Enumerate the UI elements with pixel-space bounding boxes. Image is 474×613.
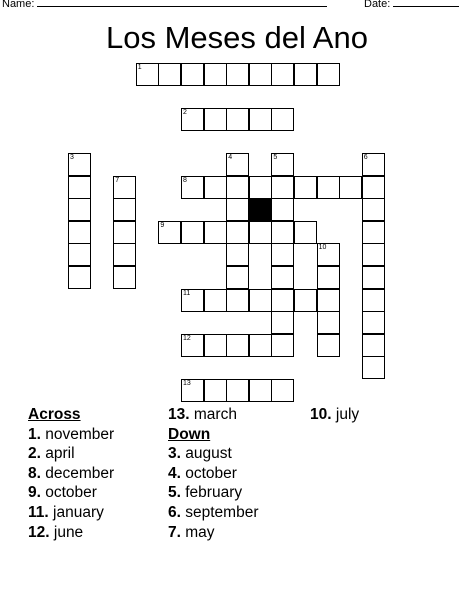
grid-cell[interactable]	[249, 334, 272, 357]
grid-cell[interactable]	[113, 198, 136, 221]
clue-text: february	[185, 484, 243, 502]
grid-cell[interactable]	[294, 63, 317, 86]
grid-cell[interactable]	[226, 379, 249, 402]
clue-number-label: 8	[183, 176, 187, 184]
grid-cell[interactable]	[317, 311, 340, 334]
grid-cell[interactable]	[362, 356, 385, 379]
grid-cell[interactable]	[339, 176, 362, 199]
grid-cell[interactable]	[226, 198, 249, 221]
clue-down-4	[168, 464, 258, 484]
grid-cell[interactable]	[204, 221, 227, 244]
clue-text: april	[45, 445, 75, 463]
grid-cell[interactable]	[362, 243, 385, 266]
clue-number: 3.	[168, 445, 181, 463]
date-label: Date:	[364, 0, 391, 10]
clue-number-label: 11	[183, 289, 191, 297]
clue-down-7	[168, 523, 258, 543]
clue-down-6	[168, 503, 258, 523]
grid-cell[interactable]	[113, 266, 136, 289]
clues-column-3	[310, 405, 359, 425]
grid-cell[interactable]	[271, 243, 294, 266]
grid-cell[interactable]	[113, 221, 136, 244]
grid-cell[interactable]	[362, 266, 385, 289]
page-title: Los Meses del Ano	[106, 20, 368, 55]
clue-across-9	[28, 483, 114, 503]
clue-text: june	[53, 523, 84, 541]
down-heading: Down	[168, 425, 211, 443]
grid-cell[interactable]	[204, 379, 227, 402]
grid-cell[interactable]	[271, 198, 294, 221]
clue-number-label: 1	[137, 63, 142, 71]
grid-cell[interactable]	[294, 289, 317, 312]
grid-cell[interactable]	[271, 311, 294, 334]
grid-cell[interactable]	[226, 289, 249, 312]
grid-cell[interactable]	[204, 108, 227, 131]
clue-text: december	[45, 464, 115, 482]
clue-number-label: 2	[183, 108, 187, 116]
grid-cell[interactable]	[204, 289, 227, 312]
grid-cell[interactable]	[68, 198, 91, 221]
name-label: Name:	[2, 0, 35, 10]
clue-number: 1.	[28, 425, 41, 443]
grid-cell[interactable]	[271, 221, 294, 244]
clue-text: july	[335, 406, 360, 423]
grid-cell[interactable]	[271, 176, 294, 199]
grid-cell[interactable]	[271, 266, 294, 289]
grid-cell[interactable]	[204, 334, 227, 357]
grid-cell[interactable]	[271, 289, 294, 312]
grid-cell[interactable]	[226, 108, 249, 131]
grid-cell[interactable]	[204, 63, 227, 86]
clues-column-1	[28, 405, 114, 542]
clue-text: august	[185, 445, 232, 463]
grid-cell[interactable]	[362, 221, 385, 244]
clue-text: november	[45, 425, 115, 443]
grid-cell[interactable]	[362, 198, 385, 221]
clue-number: 9.	[28, 484, 41, 502]
clue-across-2	[28, 444, 114, 464]
clue-number: 6.	[168, 503, 181, 521]
clue-number-label: 7	[115, 176, 120, 184]
grid-cell[interactable]	[226, 221, 249, 244]
clue-number: 8.	[28, 464, 41, 482]
clue-across-1	[28, 425, 114, 445]
clue-number-label: 5	[273, 154, 278, 161]
grid-cell[interactable]	[317, 63, 340, 86]
clue-number-label: 10	[318, 244, 327, 252]
clue-number-label: 12	[183, 334, 191, 342]
clue-number: 4.	[168, 464, 181, 482]
clue-down-5	[168, 483, 258, 503]
grid-cell[interactable]	[226, 176, 249, 199]
clue-number-label: 4	[228, 154, 233, 161]
grid-cell[interactable]	[249, 221, 272, 244]
grid-cell[interactable]	[249, 63, 272, 86]
grid-cell[interactable]	[362, 289, 385, 312]
grid-cell[interactable]	[204, 176, 227, 199]
clue-number: 12.	[28, 523, 50, 541]
grid-cell[interactable]	[271, 379, 294, 402]
grid-cell[interactable]	[362, 311, 385, 334]
grid-cell[interactable]	[362, 334, 385, 357]
grid-cell[interactable]	[317, 176, 340, 199]
grid-cell[interactable]	[362, 176, 385, 199]
clues-column-2	[168, 405, 258, 542]
clue-number: 2.	[28, 445, 41, 463]
grid-cell[interactable]	[68, 266, 91, 289]
clue-text: october	[185, 464, 237, 482]
grid-cell[interactable]	[317, 266, 340, 289]
clue-number: 5.	[168, 484, 181, 502]
grid-cell[interactable]	[226, 334, 249, 357]
grid-cell[interactable]	[113, 243, 136, 266]
grid-cell[interactable]	[294, 221, 317, 244]
grid-cell[interactable]	[317, 334, 340, 357]
clue-number: 7.	[168, 523, 181, 541]
clue-number-label: 3	[70, 154, 74, 161]
clue-across-8	[28, 464, 114, 484]
grid-cell[interactable]	[226, 266, 249, 289]
grid-cell[interactable]	[181, 221, 204, 244]
grid-cell[interactable]	[158, 63, 181, 86]
clue-text: may	[185, 523, 215, 541]
grid-cell[interactable]	[226, 63, 249, 86]
grid-cell[interactable]	[271, 334, 294, 357]
grid-cell[interactable]	[249, 289, 272, 312]
clue-number: 10.	[310, 406, 332, 423]
clue-down-10	[310, 405, 359, 425]
grid-cell[interactable]	[249, 379, 272, 402]
clue-across-12	[28, 523, 114, 543]
grid-cell[interactable]	[271, 63, 294, 86]
grid-cell[interactable]	[181, 63, 204, 86]
clue-down-3	[168, 444, 258, 464]
grid-cell[interactable]	[226, 243, 249, 266]
clue-number-label: 13	[183, 380, 191, 387]
clue-text: october	[45, 484, 97, 502]
clue-across-13	[168, 405, 258, 425]
clue-number: 11.	[28, 503, 49, 521]
clue-number-label: 9	[160, 221, 165, 229]
grid-cell[interactable]	[271, 108, 294, 131]
grid-cell[interactable]	[68, 243, 91, 266]
clue-number-label: 6	[363, 154, 368, 161]
grid-cell[interactable]	[317, 289, 340, 312]
clue-number: 13.	[168, 406, 190, 423]
grid-cell[interactable]	[249, 108, 272, 131]
across-heading: Across	[28, 406, 81, 423]
grid-cell[interactable]	[68, 176, 91, 199]
clue-text: january	[53, 503, 104, 521]
clue-text: september	[185, 503, 259, 521]
clue-across-11	[28, 503, 114, 523]
clue-text: march	[193, 406, 237, 423]
grid-cell[interactable]	[294, 176, 317, 199]
grid-cell[interactable]	[249, 176, 272, 199]
grid-cell[interactable]	[68, 221, 91, 244]
black-cell	[249, 198, 272, 221]
